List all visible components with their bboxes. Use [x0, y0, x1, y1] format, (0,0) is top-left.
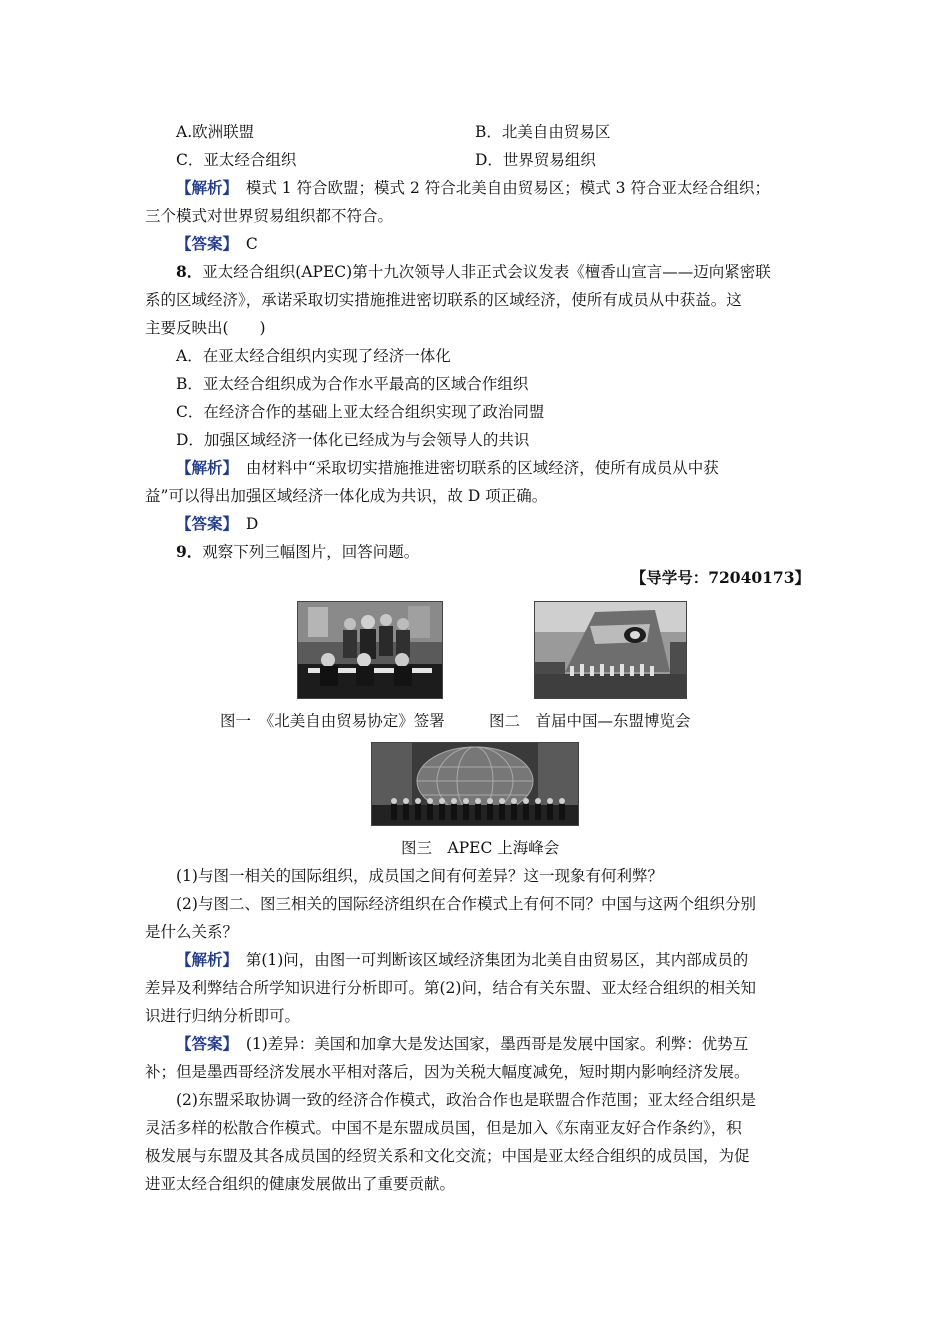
- q8-analysis-cont: 益”可以得出加强区域经济一体化成为共识，故 D 项正确。: [145, 487, 548, 505]
- q8-option-d: D．加强区域经济一体化已经成为与会领导人的共识: [176, 431, 530, 449]
- q9-subquestion-2-cont: 是什么关系？: [145, 923, 239, 941]
- q9-answer-cont-4: 极发展与东盟及其各成员国的经贸关系和文化交流；中国是亚太经合组织的成员国，为促: [145, 1147, 750, 1165]
- question-number: 9．: [176, 542, 203, 561]
- q7-option-d: D．世界贸易组织: [475, 151, 596, 169]
- q8-option-a: A．在亚太经合组织内实现了经济一体化: [176, 347, 451, 365]
- q9-answer-cont-1: 补；但是墨西哥经济发展水平相对落后，因为关税大幅度减免，短时期内影响经济发展。: [145, 1063, 750, 1081]
- q9-analysis-cont-1: 差异及利弊结合所学知识进行分析即可。第(2)问，结合有关东盟、亚太经合组织的相关知: [145, 979, 756, 997]
- q9-answer-cont-3: 灵活多样的松散合作模式。中国不是东盟成员国，但是加入《东南亚友好合作条约》，积: [145, 1119, 742, 1137]
- q9-subquestion-1: (1)与图一相关的国际组织，成员国之间有何差异？这一现象有何利弊？: [176, 867, 663, 885]
- q9-answer: 【 答案 】 (1)差异：美国和加拿大是发达国家，墨西哥是发展中国家。利弊：优势互: [176, 1034, 841, 1054]
- answer-tag: 【 答案 】: [176, 514, 230, 533]
- q7-answer: 【 答案 】 C: [176, 234, 841, 254]
- question-number: 8．: [176, 262, 203, 281]
- q7-option-b: B．北美自由贸易区: [475, 123, 611, 141]
- caption-figure-3: 图三 APEC 上海峰会: [401, 839, 560, 857]
- q9-answer-cont-5: 进亚太经合组织的健康发展做出了重要贡献。: [145, 1175, 456, 1193]
- q7-option-a: A.欧洲联盟: [176, 123, 255, 141]
- photo-nafta-signing: [297, 601, 443, 699]
- q9-analysis: 【 解析 】 第(1)问，由图一可判断该区域经济集团为北美自由贸易区，其内部成员的: [176, 950, 841, 970]
- guide-number: 【导学号：72040173】: [630, 568, 810, 587]
- q7-option-c: C．亚太经合组织: [176, 151, 297, 169]
- q8-option-b: B．亚太经合组织成为合作水平最高的区域合作组织: [176, 375, 529, 393]
- q8-option-c: C．在经济合作的基础上亚太经合组织实现了政治同盟: [176, 403, 545, 421]
- q9-answer-cont-2: (2)东盟采取协调一致的经济合作模式，政治合作也是联盟合作范围；亚太经合组织是: [176, 1091, 756, 1109]
- q7-analysis: 【 解析 】 模式 1 符合欧盟；模式 2 符合北美自由贸易区；模式 3 符合亚太经合组织；: [176, 178, 841, 198]
- photo-apec-shanghai: [371, 742, 579, 826]
- q8-stem-2: 系的区域经济》，承诺采取切实措施推进密切联系的区域经济，使所有成员从中获益。这: [145, 291, 742, 309]
- answer-tag: 【 答案 】: [176, 234, 230, 253]
- answer-tag: 【 答案 】: [176, 1034, 230, 1053]
- q8-stem: 8．亚太经合组织(APEC)第十九次领导人非正式会议发表《檀香山宣言——迈向紧密联: [176, 262, 771, 281]
- caption-figure-2: 图二 首届中国—东盟博览会: [489, 712, 691, 730]
- analysis-tag: 【 解析 】: [176, 458, 230, 477]
- q8-analysis: 【 解析 】 由材料中“采取切实措施推进密切联系的区域经济，使所有成员从中获: [176, 458, 841, 478]
- q7-analysis-cont: 三个模式对世界贸易组织都不符合。: [145, 207, 394, 225]
- analysis-tag: 【 解析 】: [176, 950, 230, 969]
- analysis-tag: 【 解析 】: [176, 178, 230, 197]
- q9-analysis-cont-2: 识进行归纳分析即可。: [145, 1007, 301, 1025]
- q9-stem: 9．观察下列三幅图片，回答问题。: [176, 542, 420, 561]
- caption-figure-1: 图一 《北美自由贸易协定》签署: [220, 712, 445, 730]
- q8-stem-3: 主要反映出( ): [145, 319, 266, 337]
- photo-china-asean-expo: [534, 601, 687, 699]
- q9-subquestion-2: (2)与图二、图三相关的国际经济组织在合作模式上有何不同？中国与这两个组织分别: [176, 895, 756, 913]
- q8-answer: 【 答案 】 D: [176, 514, 841, 534]
